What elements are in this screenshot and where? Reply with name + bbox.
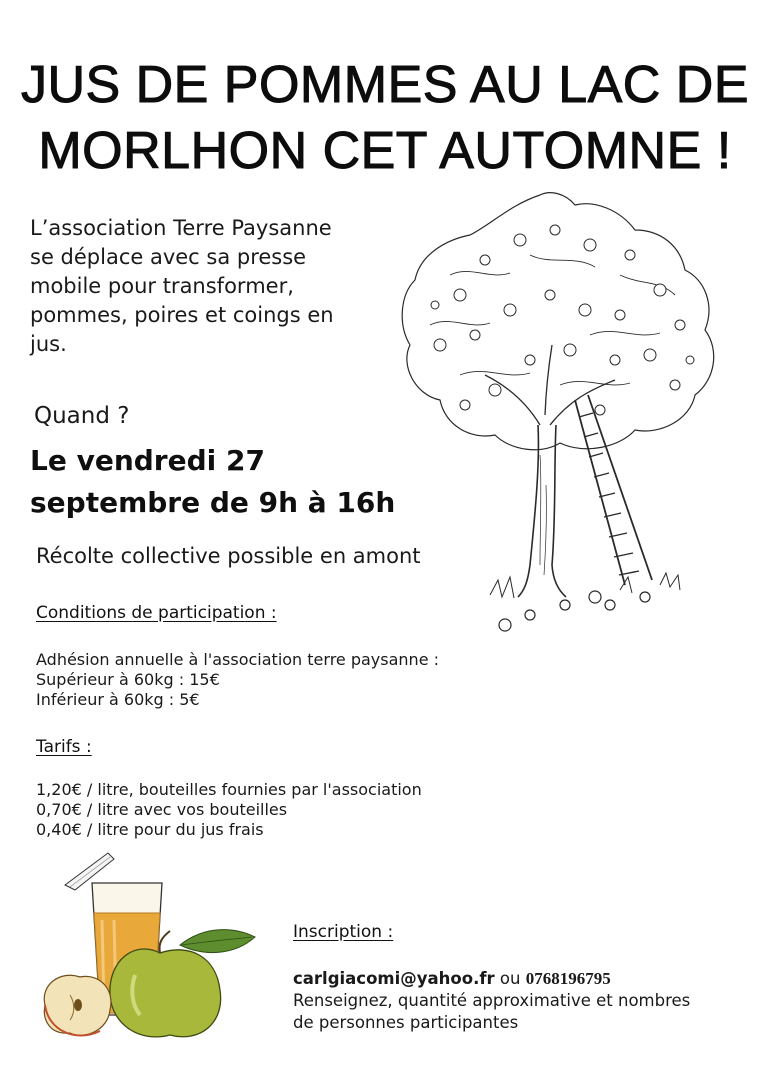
apple-tree-with-ladder-icon — [390, 185, 720, 635]
conditions-heading: Conditions de participation : — [36, 603, 277, 623]
intro-line: se déplace avec sa presse — [30, 245, 307, 269]
event-date-line-1: Le vendredi 27 — [30, 444, 265, 477]
conditions-line: Supérieur à 60kg : 15€ — [36, 670, 220, 689]
tarifs-heading: Tarifs : — [36, 737, 92, 757]
intro-line: mobile pour transformer, — [30, 274, 294, 298]
intro-line: L’association Terre Paysanne — [30, 216, 332, 240]
tarif-line: 0,70€ / litre avec vos bouteilles — [36, 800, 288, 819]
title-line-1: JUS DE POMMES AU LAC DE — [20, 56, 750, 114]
juice-glass-and-apples-icon — [30, 845, 280, 1045]
intro-paragraph — [30, 214, 390, 359]
tarifs-list — [36, 780, 422, 840]
intro-line: pommes, poires et coings en — [30, 303, 334, 327]
contact-block — [293, 968, 690, 1034]
conditions-line: Adhésion annuelle à l'association terre paysanne : — [36, 650, 440, 669]
conditions-list — [36, 650, 439, 710]
email-link[interactable]: carlgiacomi@yahoo.fr — [293, 969, 495, 988]
poster-title — [20, 52, 750, 184]
contact-note: de personnes participantes — [293, 1013, 519, 1032]
phone-number[interactable]: 0768196795 — [525, 969, 611, 988]
inscription-heading: Inscription : — [293, 922, 394, 942]
intro-line: jus. — [30, 332, 67, 356]
conditions-line: Inférieur à 60kg : 5€ — [36, 690, 200, 709]
title-line-2: MORLHON CET AUTOMNE ! — [38, 122, 732, 180]
contact-note: Renseignez, quantité approximative et nombres — [293, 991, 691, 1010]
when-question: Quand ? — [34, 403, 130, 429]
contact-line — [293, 968, 690, 990]
event-date-line-2: septembre de 9h à 16h — [30, 486, 396, 519]
tarif-line: 0,40€ / litre pour du jus frais — [36, 820, 264, 839]
event-date — [30, 440, 395, 524]
tarif-line: 1,20€ / litre, bouteilles fournies par l'association — [36, 780, 422, 799]
harvest-note: Récolte collective possible en amont — [36, 544, 421, 568]
or-text: ou — [494, 969, 526, 988]
